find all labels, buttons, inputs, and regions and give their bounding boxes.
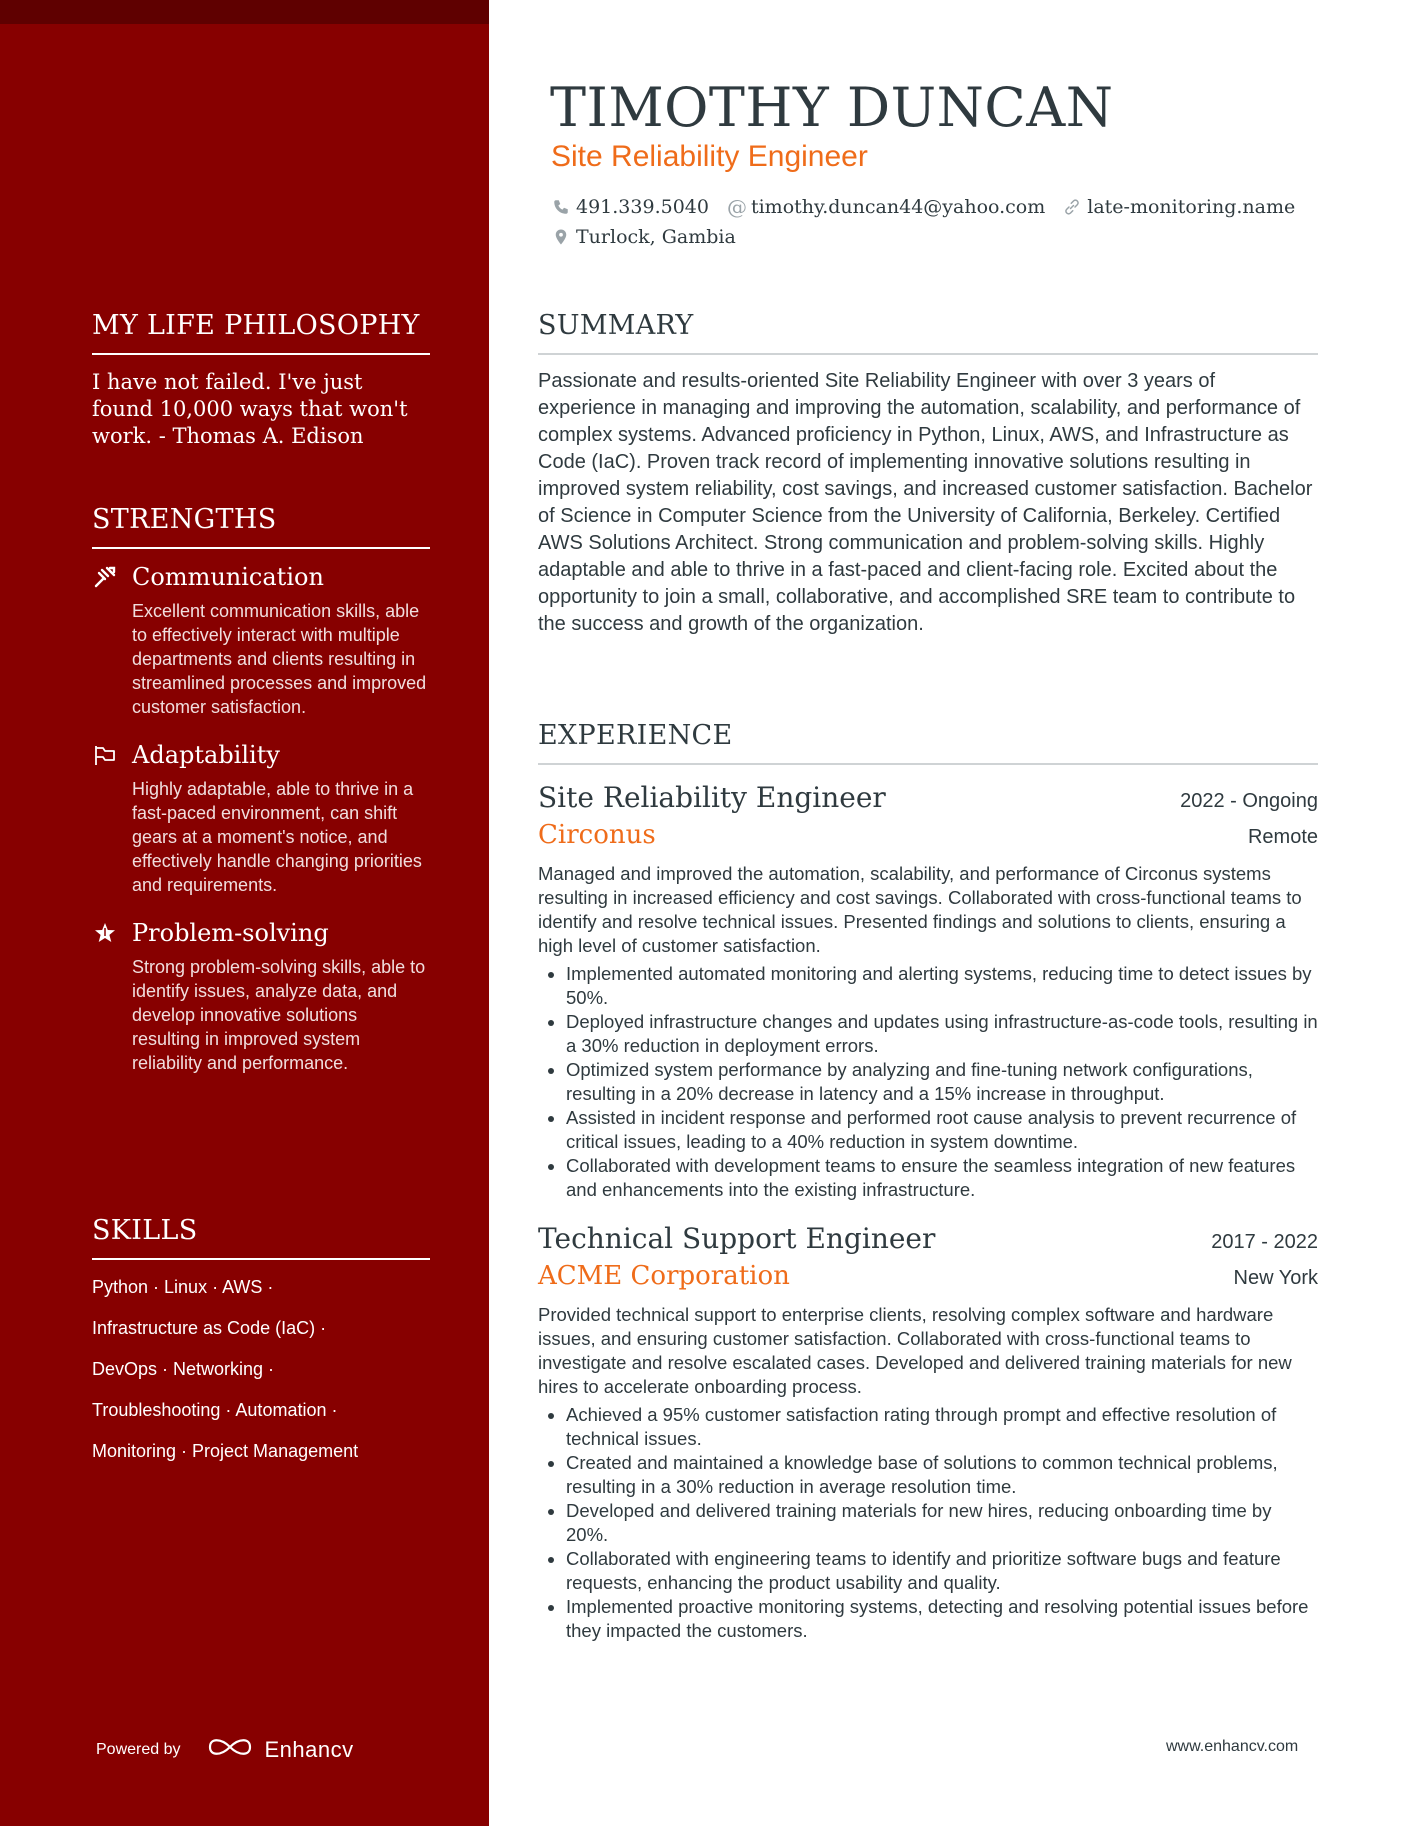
strengths-section: [92, 504, 430, 1075]
candidate-name: TIMOTHY DUNCAN: [550, 76, 1114, 139]
location-pin-icon: [552, 228, 570, 246]
comm-icon: [92, 564, 118, 590]
strength-title: Problem-solving: [132, 919, 329, 947]
summary-text: Passionate and results-oriented Site Reliability Engineer with over 3 years of experience in managing and improving the automation, scalability, and performance of complex systems. Advanced proficiency in Python, Linux, AWS, and Infrastructure as Code (IaC). Proven track record of implementing innovative solutions resulting in improved system reliability, cost savings, and increased customer satisfaction. Bachelor of Science in Computer Science from the University of California, Berkeley. Certified AWS Solutions Architect. Strong communication and problem-solving skills. Highly adaptable and able to thrive in a fast-paced and client-facing role. Excited about the opportunity to join a small, collaborative, and accomplished SRE team to contribute to the success and growth of the organization.: [538, 370, 1313, 635]
strength-item: [92, 919, 430, 1075]
star-icon: [92, 920, 118, 946]
skills-line: Monitoring · Project Management: [92, 1441, 359, 1461]
flag-icon: [92, 742, 118, 768]
experience-heading: EXPERIENCE: [538, 720, 1318, 765]
bullet-item: • Achieved a 95% customer satisfaction rating through prompt and effective resolution of technical issues.: [566, 1403, 1318, 1451]
link-icon: [1063, 198, 1081, 216]
website-text: late-monitoring.name: [1087, 196, 1296, 218]
job-entry: [538, 781, 1318, 1202]
bullet-item: • Optimized system performance by analyzing and fine-tuning network configurations, resulting in a 20% decrease in latency and a 15% increase in throughput.: [566, 1058, 1318, 1106]
footer-url[interactable]: www.enhancv.com: [1166, 1738, 1299, 1755]
skills-line: Python · Linux · AWS ·: [92, 1277, 274, 1297]
enhancv-brand: Enhancv: [264, 1736, 354, 1762]
location-contact: [552, 226, 736, 248]
phone-contact[interactable]: [552, 196, 709, 218]
summary-heading: SUMMARY: [538, 310, 1318, 355]
bullet-item: • Developed and delivered training materials for new hires, reducing onboarding time by 20%.: [566, 1499, 1318, 1547]
strength-title: Communication: [132, 563, 324, 591]
job-location: Remote: [1247, 826, 1318, 848]
sidebar: [0, 0, 489, 1826]
job-bullets: [538, 962, 1318, 1202]
candidate-role: Site Reliability Engineer: [551, 140, 868, 173]
phone-text: 491.339.5040: [576, 196, 709, 218]
philosophy-section: [92, 310, 430, 450]
bullet-item: • Collaborated with engineering teams to identify and prioritize software bugs and feature requests, enhancing the product usability and quality.: [566, 1547, 1318, 1595]
job-title: Site Reliability Engineer: [538, 781, 886, 814]
skills-section: [92, 1215, 430, 1463]
job-description: Provided technical support to enterprise clients, resolving complex software and hardware issues, and ensuring customer satisfaction. Collaborated with cross-functional teams to investigate and resolve escalated cases. Developed and delivered training materials for new hires to accelerate onboarding process.: [538, 1304, 1292, 1397]
contact-info: [552, 192, 1332, 252]
strength-title: Adaptability: [132, 741, 280, 769]
website-contact[interactable]: [1063, 196, 1295, 218]
skills-heading: SKILLS: [92, 1215, 430, 1260]
skills-line: DevOps · Networking ·: [92, 1359, 275, 1379]
bullet-item: • Deployed infrastructure changes and updates using infrastructure-as-code tools, resulting in a 30% reduction in deployment errors.: [566, 1010, 1318, 1058]
philosophy-quote: I have not failed. I've just found 10,000 ways that won't work. - Thomas A. Edison: [92, 370, 408, 448]
bullet-item: • Implemented automated monitoring and alerting systems, reducing time to detect issues by 50%.: [566, 962, 1318, 1010]
company-name: Circonus: [538, 820, 656, 850]
strength-desc: Strong problem-solving skills, able to identify issues, analyze data, and develop innovative solutions resulting in improved system reliability and performance.: [132, 957, 426, 1073]
sidebar-top-bar: [0, 0, 489, 24]
job-entry: [538, 1222, 1318, 1643]
job-dates: 2017 - 2022: [1211, 1231, 1318, 1253]
at-icon: @: [726, 195, 747, 219]
skills-line: Troubleshooting · Automation ·: [92, 1400, 338, 1420]
powered-by[interactable]: [96, 1735, 354, 1764]
enhancv-logo-icon: [207, 1735, 253, 1764]
bullet-item: • Assisted in incident response and performed root cause analysis to prevent recurrence of critical issues, leading to a 40% reduction in system downtime.: [566, 1106, 1318, 1154]
bullet-item: • Implemented proactive monitoring systems, detecting and resolving potential issues before they impacted the customers.: [566, 1595, 1318, 1643]
job-dates: 2022 - Ongoing: [1180, 790, 1318, 812]
skills-line: Infrastructure as Code (IaC) ·: [92, 1318, 327, 1338]
job-description: Managed and improved the automation, scalability, and performance of Circonus systems resulting in increased efficiency and cost savings. Collaborated with cross-functional teams to identify and resolve technical issues. Presented findings and solutions to clients, ensuring a high level of customer satisfaction.: [538, 863, 1302, 956]
location-text: Turlock, Gambia: [576, 226, 736, 248]
bullet-item: • Created and maintained a knowledge base of solutions to common technical problems, resulting in a 30% reduction in average resolution time.: [566, 1451, 1318, 1499]
philosophy-heading: MY LIFE PHILOSOPHY: [92, 310, 430, 355]
strength-item: [92, 563, 430, 719]
email-contact[interactable]: [727, 195, 1045, 219]
strength-desc: Excellent communication skills, able to effectively interact with multiple departments and clients resulting in streamlined processes and improved customer satisfaction.: [132, 601, 427, 717]
powered-by-label: Powered by: [96, 1740, 181, 1758]
job-title: Technical Support Engineer: [538, 1222, 936, 1255]
phone-icon: [552, 198, 570, 216]
strengths-heading: STRENGTHS: [92, 504, 430, 549]
bullet-item: • Collaborated with development teams to ensure the seamless integration of new features and enhancements into the existing infrastructure.: [566, 1154, 1318, 1202]
summary-section: [538, 310, 1318, 638]
email-text: timothy.duncan44@yahoo.com: [750, 196, 1046, 218]
experience-section: [538, 720, 1318, 1643]
strength-item: [92, 741, 430, 897]
company-name: ACME Corporation: [538, 1261, 790, 1291]
job-bullets: [538, 1403, 1318, 1643]
job-location: New York: [1233, 1267, 1318, 1289]
strength-desc: Highly adaptable, able to thrive in a fast-paced environment, can shift gears at a moment's notice, and effectively handle changing priorities and requirements.: [132, 779, 422, 895]
